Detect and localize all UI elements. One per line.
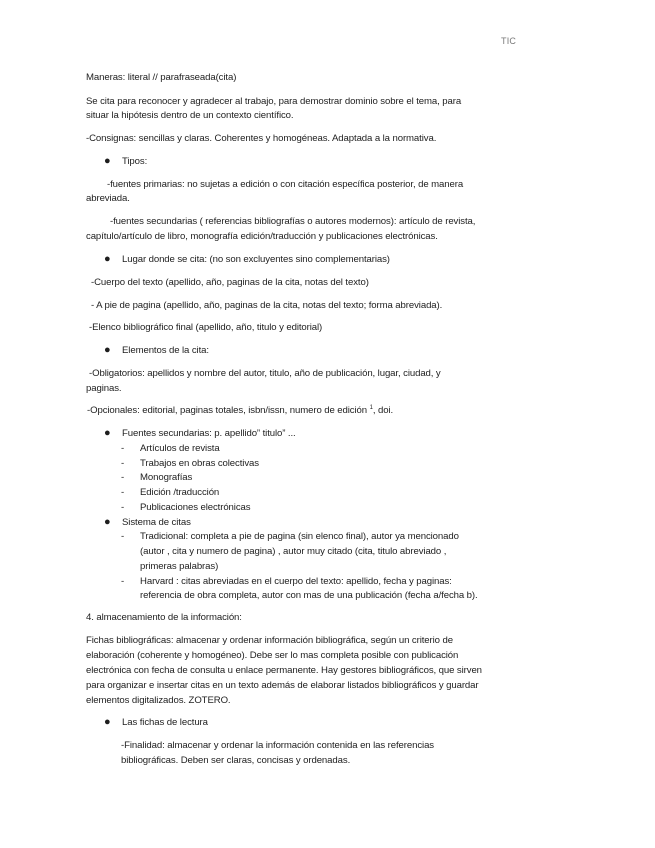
lugar-label: Lugar donde se cita: (no son excluyentes sino complementarias) — [122, 254, 390, 265]
tipos-label: Tipos: — [122, 156, 148, 167]
fichas-line-4: para organizar e insertar citas en un texto además de elaborar listados bibliográficos y guardar — [86, 680, 479, 691]
elementos-label: Elementos de la cita: — [122, 345, 209, 356]
cita-line-1: Se cita para reconocer y agradecer al trabajo, para demostrar dominio sobre el tema, para — [86, 96, 462, 107]
list-item: - Monografías — [121, 472, 193, 483]
header-label: TIC — [501, 36, 517, 46]
bullet-icon: ● — [104, 427, 111, 439]
harvard-line-1: - Harvard : citas abreviadas en el cuerpo del texto: apellido, fecha y paginas: — [121, 576, 452, 587]
almacenamiento-heading: 4. almacenamiento de la información: — [86, 612, 242, 623]
bullet-icon: ● — [104, 516, 111, 528]
fichas-line-3: electrónica con fecha de consulta u enlace permanente. Hay gestores bibliográficos, que sirven — [86, 665, 482, 676]
harvard-line-2: referencia de obra completa, autor con mas de una publicación (fecha a/fecha b). — [140, 590, 478, 601]
opcionales-line — [87, 403, 517, 418]
obligatorios-line-1: -Obligatorios: apellidos y nombre del autor, titulo, año de publicación, lugar, ciudad, y — [89, 368, 441, 379]
list-item: - Trabajos en obras colectivas — [121, 458, 259, 469]
bullet-icon: ● — [104, 155, 111, 167]
secundarias-line-2: capítulo/artículo de libro, monografía edición/traducción y publicaciones electrónicas. — [86, 231, 438, 242]
bullet-icon: ● — [104, 344, 111, 356]
tradicional-line-2: (autor , cita y numero de pagina) , autor muy citado (cita, titulo abreviado , — [140, 546, 447, 557]
primarias-line-1: -fuentes primarias: no sujetas a edición o con citación específica posterior, de manera — [107, 179, 464, 190]
bullet-elementos — [104, 343, 209, 358]
sistema-label: Sistema de citas — [122, 517, 191, 528]
fichas-line-5: elementos digitalizados. ZOTERO. — [86, 695, 231, 706]
opcionales-end: , doi. — [372, 405, 394, 416]
lectura-label: Las fichas de lectura — [122, 717, 208, 728]
fichas-line-2: elaboración (coherente y homogéneo). Debe ser lo mas completa posible con publicación — [86, 650, 459, 661]
bullet-icon: ● — [104, 253, 111, 265]
list-item: - Edición /traducción — [121, 487, 220, 498]
consignas-line: -Consignas: sencillas y claras. Coherentes y homogéneas. Adaptada a la normativa. — [86, 133, 437, 144]
cuerpo-line: -Cuerpo del texto (apellido, año, paginas de la cita, notas del texto) — [91, 277, 369, 288]
bullet-icon: ● — [104, 716, 111, 728]
tradicional-line-1: - Tradicional: completa a pie de pagina (sin elenco final), autor ya mencionado — [121, 531, 459, 542]
bullet-lugar — [104, 252, 390, 267]
fuentes-secundarias-label: Fuentes secundarias: p. apellido” titulo” ... — [122, 428, 296, 439]
bullet-fuentes-secundarias — [104, 426, 296, 441]
bullet-sistema — [104, 515, 191, 530]
primarias-line-2: abreviada. — [86, 193, 130, 204]
maneras-line: Maneras: literal // parafraseada(cita) — [86, 72, 237, 83]
pie-line: - A pie de pagina (apellido, año, paginas de la cita, notas del texto; forma abreviada). — [91, 300, 443, 311]
bullet-tipos — [104, 154, 147, 169]
finalidad-line-2: bibliográficas. Deben ser claras, concisas y ordenadas. — [121, 755, 351, 766]
footnote-ref[interactable]: 1 — [369, 405, 373, 411]
tradicional-line-3: primeras palabras) — [140, 561, 219, 572]
elenco-line: -Elenco bibliográfico final (apellido, año, titulo y editorial) — [89, 322, 323, 333]
opcionales-text: -Opcionales: editorial, paginas totales, isbn/issn, numero de edición — [87, 405, 368, 416]
secundarias-line-1: -fuentes secundarias ( referencias bibliografías o autores modernos): artículo de revista, — [110, 216, 476, 227]
fichas-line-1: Fichas bibliográficas: almacenar y ordenar información bibliográfica, según un criterio de — [86, 635, 453, 646]
list-item: - Publicaciones electrónicas — [121, 502, 251, 513]
bullet-lectura — [104, 715, 208, 730]
finalidad-line-1: -Finalidad: almacenar y ordenar la información contenida en las referencias — [121, 740, 434, 751]
obligatorios-line-2: paginas. — [86, 383, 122, 394]
list-item: - Artículos de revista — [121, 443, 220, 454]
cita-line-2: situar la hipótesis dentro de un contexto científico. — [86, 110, 294, 121]
